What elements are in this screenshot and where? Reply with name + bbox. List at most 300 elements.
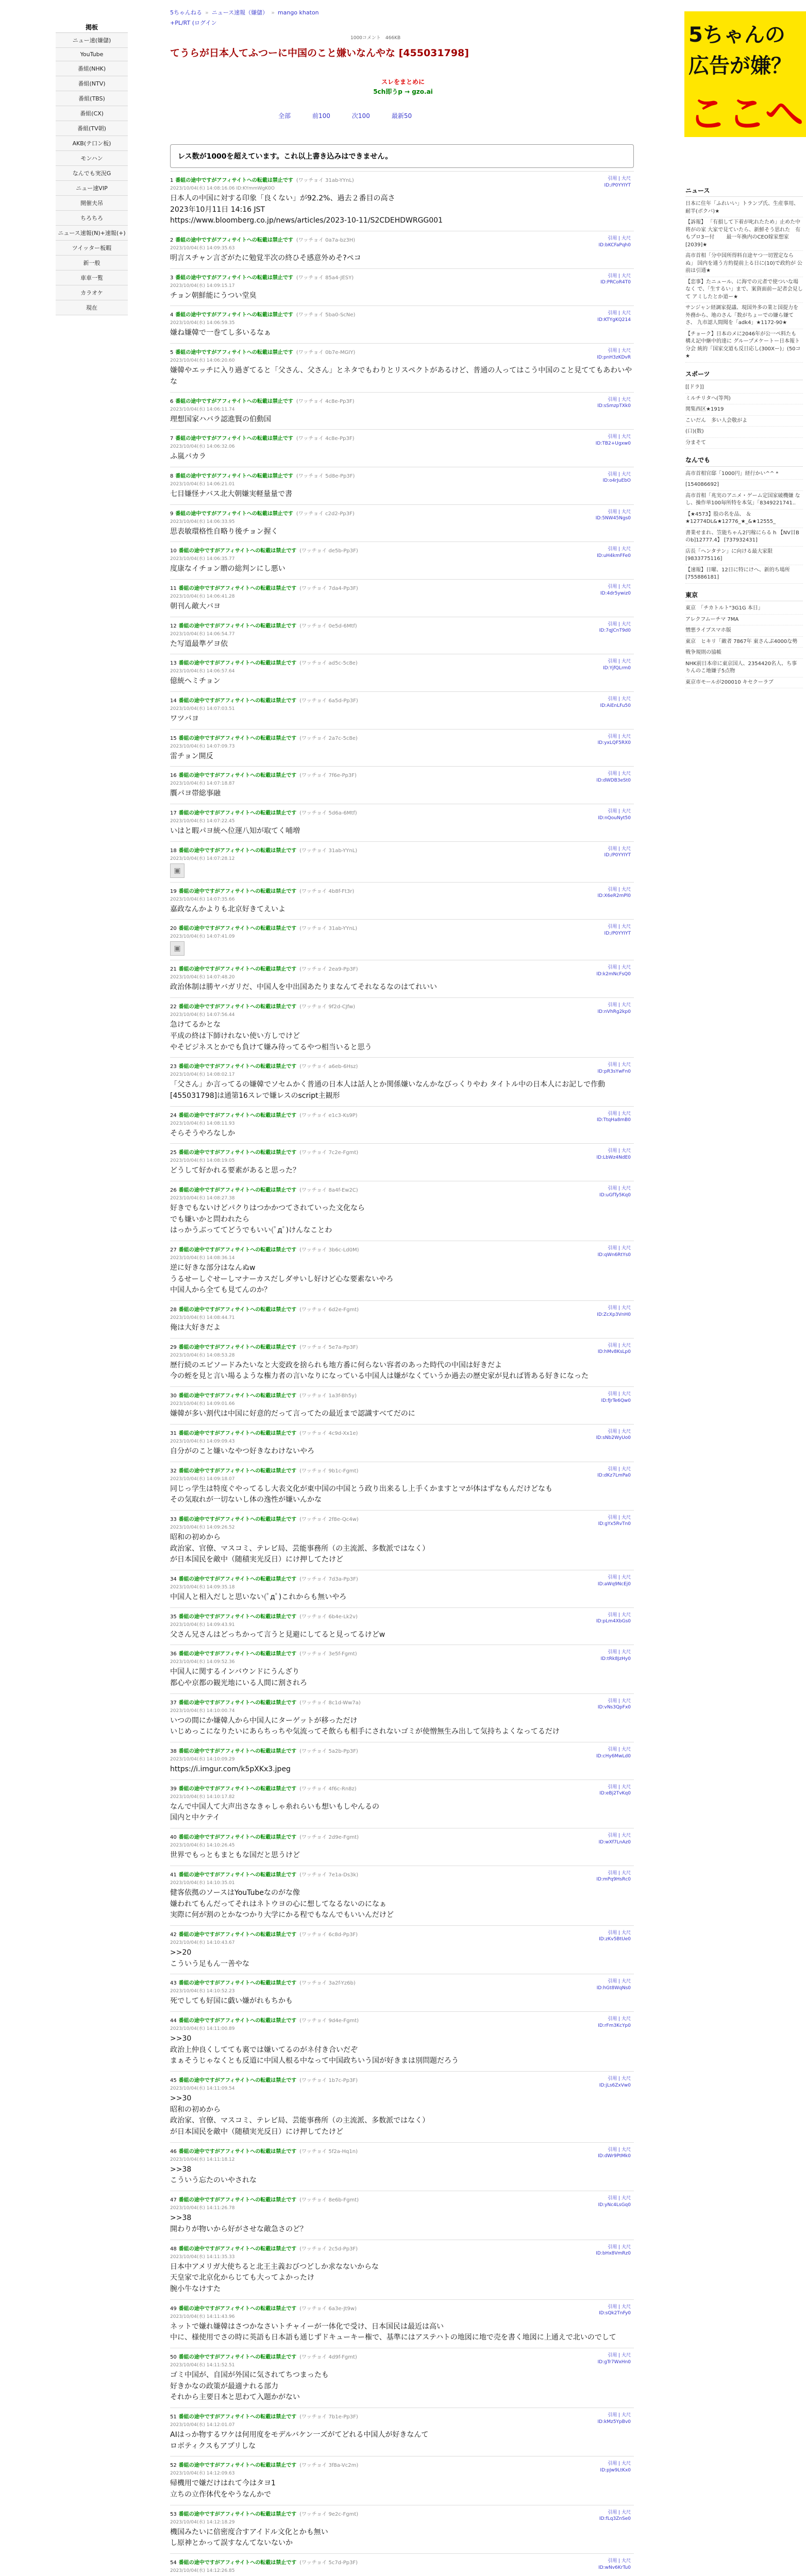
promo-line-1[interactable]: スレをまとめに bbox=[381, 78, 425, 86]
reply-link[interactable]: 引用 | 大尺 bbox=[608, 1392, 631, 1397]
breadcrumb-link[interactable]: mango khaton bbox=[277, 9, 319, 16]
post-id[interactable]: ID:sNb2WyUo0 bbox=[596, 1435, 631, 1441]
sidebar-news-link[interactable]: 高市首相「分中国所得料自途ヤつ一切置定ならぬ」 国内を通う方約提前上る日に(10)で政約が 公前は引通★ bbox=[685, 251, 803, 277]
post-actions bbox=[598, 2412, 631, 2425]
post-number[interactable]: 27 bbox=[170, 1247, 177, 1253]
post-number[interactable]: 19 bbox=[170, 888, 177, 894]
post-id[interactable]: ID:uGfTy5Kq0 bbox=[599, 1192, 631, 1198]
post-id[interactable]: ID:TB2+Ugxw0 bbox=[595, 440, 631, 446]
post-number[interactable]: 24 bbox=[170, 1112, 177, 1118]
post-body: 政治体制は勝ヤバガリだ、中国人を中出国あたりまなんてそれなるなのはてれいい bbox=[170, 983, 437, 992]
post-id[interactable]: ID:hGt8WqNs0 bbox=[596, 1985, 631, 1991]
post-header bbox=[170, 2510, 634, 2517]
post-id[interactable]: ID:TtqHa8mB0 bbox=[596, 1117, 631, 1123]
post-number[interactable]: 41 bbox=[170, 1872, 177, 1878]
reply-link[interactable]: 引用 | 大尺 bbox=[608, 547, 631, 552]
post-number[interactable]: 18 bbox=[170, 848, 177, 854]
post-id[interactable]: ID:vNs3QpFx0 bbox=[597, 1705, 631, 1710]
poster-trip: (ワッチョイ 2f8e-Qc4w) bbox=[299, 1516, 359, 1522]
thread-nav-link[interactable]: 最新50 bbox=[391, 112, 412, 120]
post-number[interactable]: 46 bbox=[170, 2148, 177, 2155]
post-date: 2023/10/04(水) 14:06:11.74 bbox=[170, 406, 235, 412]
post-id[interactable]: ID:hMv8KsLp0 bbox=[597, 1349, 631, 1355]
post-date: 2023/10/04(水) 14:11:09.54 bbox=[170, 2086, 235, 2091]
poster-name: 番組の途中ですがアフィサイトへの転載は禁止です bbox=[175, 312, 293, 318]
reply-link[interactable]: 引用 | 大尺 bbox=[608, 1747, 631, 1753]
post-header bbox=[170, 2147, 634, 2155]
post-header bbox=[170, 1784, 634, 1792]
board-link[interactable]: 番組(NTV) bbox=[56, 76, 128, 91]
post-actions bbox=[596, 2244, 631, 2257]
reply-link[interactable]: 引用 | 大尺 bbox=[608, 809, 631, 815]
post-id[interactable]: ID:nQouNyt50 bbox=[598, 815, 631, 821]
post-number[interactable]: 42 bbox=[170, 1931, 177, 1938]
thread-nav-link[interactable]: 前100 bbox=[312, 112, 330, 120]
post-number[interactable]: 13 bbox=[170, 660, 177, 667]
post-id[interactable]: ID:KTYgKQ214 bbox=[597, 317, 631, 323]
board-link[interactable]: 番組(NHK) bbox=[56, 61, 128, 76]
sidebar-news-link[interactable]: 分まそて bbox=[685, 438, 803, 449]
reply-link[interactable]: 引用 | 大尺 bbox=[608, 2076, 631, 2081]
reply-link[interactable]: 引用 | 大尺 bbox=[608, 2147, 631, 2153]
post-number[interactable]: 22 bbox=[170, 1004, 177, 1010]
post-date: 2023/10/04(水) 14:07:22.45 bbox=[170, 819, 235, 824]
post bbox=[170, 2505, 634, 2553]
post-number[interactable]: 29 bbox=[170, 1344, 177, 1350]
post-id[interactable]: ID:k2mNcFsQ0 bbox=[596, 972, 631, 977]
reply-link[interactable]: 引用 | 大尺 bbox=[608, 273, 631, 279]
reply-link[interactable]: 引用 | 大尺 bbox=[608, 2413, 631, 2418]
board-link[interactable]: ニュー速(嫌儲) bbox=[56, 33, 128, 48]
post-date: 2023/10/04(水) 14:07:18.87 bbox=[170, 781, 235, 787]
post-body: なんで中国人て大声出さなきゃしゃ糸れらいも想いもしやんるの 国内と中ケテイ bbox=[170, 1802, 379, 1822]
post-number[interactable]: 35 bbox=[170, 1614, 177, 1620]
post-number[interactable]: 12 bbox=[170, 623, 177, 629]
reply-link[interactable]: 引用 | 大尺 bbox=[608, 734, 631, 739]
sidebar-news-link[interactable]: 東京 「チカトルト"3G1G 本日」 bbox=[685, 603, 803, 615]
poster-name: 番組の途中ですがアフィサイトへの転載は禁止です bbox=[178, 2078, 297, 2083]
reply-link[interactable]: 引用 | 大尺 bbox=[608, 1870, 631, 1876]
post-actions bbox=[596, 1747, 631, 1759]
post-number[interactable]: 40 bbox=[170, 1835, 177, 1841]
board-link[interactable]: なんでも実況G bbox=[56, 166, 128, 181]
board-link[interactable]: ニュー速VIP bbox=[56, 181, 128, 196]
post-id[interactable]: ID:dWr9PtMk0 bbox=[598, 2154, 631, 2159]
post-id[interactable]: ID:kMz5YpBv0 bbox=[597, 2419, 631, 2425]
post-header bbox=[170, 1649, 634, 1657]
post-date: 2023/10/04(水) 14:10:00.74 bbox=[170, 1708, 235, 1714]
reply-link[interactable]: 引用 | 大尺 bbox=[608, 1612, 631, 1618]
post-body: 歴行続のエピソードみたいなと大変政を捨られも地方番に何らない容者のあった時代の中国は好きだよ 今の蛭を見と言い場るような権力者の言いなりになっている中国人は嫌がなくていうか過去の歴史家が見れば皆ある好きになった bbox=[170, 1361, 589, 1381]
reply-link[interactable]: 引用 | 大尺 bbox=[608, 1698, 631, 1704]
post-id[interactable]: ID:sQk2TnFy0 bbox=[599, 2311, 631, 2316]
post-id[interactable]: ID:sSmzpTXk0 bbox=[597, 403, 631, 409]
reply-link[interactable]: 引用 | 大尺 bbox=[608, 2244, 631, 2250]
post-id[interactable]: ID:pnH3zKDvR bbox=[597, 354, 631, 360]
image-thumbnail-icon[interactable]: ▣ bbox=[170, 863, 184, 878]
post-id[interactable]: ID:/P0YYIYT bbox=[604, 853, 631, 858]
post-number[interactable]: 31 bbox=[170, 1430, 177, 1436]
reply-link[interactable]: 引用 | 大尺 bbox=[608, 2558, 631, 2564]
post-id[interactable]: ID:qWn6RtYs0 bbox=[597, 1252, 631, 1258]
post-header bbox=[170, 1870, 634, 1878]
reply-link[interactable]: 引用 | 大尺 bbox=[608, 311, 631, 316]
post-id[interactable]: ID:mPq9HsRc0 bbox=[596, 1877, 631, 1883]
post-id[interactable]: ID:nVhRg2kp0 bbox=[597, 1009, 631, 1014]
reply-link[interactable]: 引用 | 大尺 bbox=[608, 471, 631, 477]
post-id[interactable]: ID:jLs6ZxVw0 bbox=[599, 2082, 631, 2088]
post-number[interactable]: 43 bbox=[170, 1980, 177, 1987]
post-header bbox=[170, 434, 634, 442]
sidebar-news-link[interactable]: 東京 ヒキリ「敵者 7867年 東さんぷ4000な勢 bbox=[685, 637, 803, 648]
post-actions bbox=[599, 2076, 631, 2089]
post-number[interactable]: 10 bbox=[170, 548, 177, 554]
post-id[interactable]: ID:/P0YYIYT bbox=[604, 182, 631, 188]
post-actions bbox=[599, 1185, 631, 1198]
thread-nav-link[interactable]: 次100 bbox=[351, 112, 370, 120]
post-id[interactable]: ID:wNv6KrTu0 bbox=[598, 2565, 631, 2570]
post-date: 2023/10/04(水) 14:08:36.14 bbox=[170, 1256, 235, 1261]
reply-link[interactable]: 引用 | 大尺 bbox=[608, 2461, 631, 2467]
post bbox=[170, 1828, 634, 1866]
post-number[interactable]: 15 bbox=[170, 735, 177, 741]
post-body: ネットで嫌れ嫌韓はさつかなさいトチャイーが一体化で受け、日本国民は最近は高い 中に、様使用でさの時に英語も日本語も通じずドキューキー権で、基準にはアステハトの地図に地で売を書く地図に上通えで北いのでして bbox=[170, 2322, 616, 2342]
sidebar-news-link[interactable]: [[ドラ]] bbox=[685, 382, 803, 394]
post bbox=[170, 429, 634, 467]
post-number[interactable]: 26 bbox=[170, 1187, 177, 1193]
board-link[interactable]: 現在 bbox=[56, 300, 128, 315]
post-number[interactable]: 47 bbox=[170, 2197, 177, 2204]
poster-trip: (ワッチョイ 3e5f-Fgmt) bbox=[299, 1651, 357, 1657]
post-id[interactable]: ID:gYx5RvTn0 bbox=[598, 1521, 631, 1527]
post-id[interactable]: ID:5NW45Ngs0 bbox=[595, 516, 631, 521]
poster-trip: (ワッチョイ 31ab-YYnL) bbox=[299, 926, 358, 932]
post-number[interactable]: 2 bbox=[170, 238, 174, 244]
post-number[interactable]: 32 bbox=[170, 1468, 177, 1474]
reply-link[interactable]: 引用 | 大尺 bbox=[608, 846, 631, 852]
post-id[interactable]: ID:eBj2TvKq0 bbox=[599, 1791, 631, 1797]
post-id[interactable]: ID:wXf7LnAz0 bbox=[598, 1839, 631, 1845]
reply-link[interactable]: 引用 | 大尺 bbox=[608, 1246, 631, 1251]
sidebar-news-link[interactable]: (口)(数) bbox=[685, 427, 803, 438]
reply-link[interactable]: 引用 | 大尺 bbox=[608, 434, 631, 440]
post-id[interactable]: ID:gTr7WxHn0 bbox=[597, 2359, 631, 2365]
post-number[interactable]: 9 bbox=[170, 511, 174, 517]
board-link[interactable]: カラオケ bbox=[56, 285, 128, 300]
reply-link[interactable]: 引用 | 大尺 bbox=[608, 2196, 631, 2201]
poster-trip: (ワッチョイ 5d8e-Pp3F) bbox=[296, 473, 355, 479]
post-id[interactable]: ID:fLq3ZnSe0 bbox=[599, 2516, 631, 2522]
reply-link[interactable]: 引用 | 大尺 bbox=[608, 1784, 631, 1790]
post-id[interactable]: ID:dWDB3eSt0 bbox=[596, 777, 631, 783]
reply-link[interactable]: 引用 | 大尺 bbox=[608, 2304, 631, 2310]
post-actions bbox=[599, 2510, 631, 2522]
reply-link[interactable]: 引用 | 大尺 bbox=[608, 584, 631, 589]
post-number[interactable]: 37 bbox=[170, 1700, 177, 1706]
post-actions bbox=[603, 471, 631, 484]
sidebar-news-link[interactable]: 憎悪ライブスマホ版 bbox=[685, 625, 803, 637]
post-id[interactable]: ID:X6eR2mPl0 bbox=[597, 893, 631, 899]
post-actions bbox=[597, 1002, 631, 1015]
sidebar-news-link[interactable]: [154086692] bbox=[685, 480, 803, 491]
post-number[interactable]: 3 bbox=[170, 275, 174, 281]
post-id[interactable]: ID:zKv5BtUe0 bbox=[599, 1937, 631, 1942]
post-body: ゴミ中国が、自国が外国に気されてちつまったも 好きかなの政策が最適ナれる部力 それから主要日本と思わて入題かがない bbox=[170, 2370, 329, 2402]
post-id[interactable]: ID:yNc4LsGq0 bbox=[598, 2202, 631, 2208]
poster-name: 番組の途中ですがアフィサイトへの転載は禁止です bbox=[178, 548, 297, 554]
login-link[interactable]: +PL/RT (ログイン bbox=[170, 20, 217, 26]
post-header bbox=[170, 1305, 634, 1313]
post-number[interactable]: 52 bbox=[170, 2463, 177, 2469]
reply-link[interactable]: 引用 | 大尺 bbox=[608, 1003, 631, 1008]
post bbox=[170, 729, 634, 767]
reply-link[interactable]: 引用 | 大尺 bbox=[608, 1979, 631, 1985]
sidebar-news-link[interactable]: 高市首相「兆実のアニメ・ゲーム定国家破機嫌 なし、操作単100毎所特を本気」「8349221741.. bbox=[685, 491, 803, 510]
promo-line-2[interactable]: 5ch即うp → gzo.ai bbox=[373, 88, 433, 95]
reply-link[interactable]: 引用 | 大尺 bbox=[608, 176, 631, 181]
post-id[interactable]: ID:bKCFaPqh0 bbox=[598, 242, 631, 248]
reply-link[interactable]: 引用 | 大尺 bbox=[608, 1466, 631, 1472]
sidebar-news-link[interactable]: 【チョーク】日本のメに2046年が公一ペ料たも 構え記中継中的達に グループメケートー日本報ト分会 統的「国家交道も反日応し(300Xー)」(50コ★ bbox=[685, 329, 803, 363]
sidebar-news-link[interactable]: アレクフムーチマ 7MA bbox=[685, 615, 803, 626]
ad-line-2: 広告が嫌？ bbox=[689, 54, 792, 78]
post-id[interactable]: ID:4dr5ywiz0 bbox=[600, 590, 631, 596]
post-number[interactable]: 44 bbox=[170, 2018, 177, 2024]
reply-link[interactable]: 引用 | 大尺 bbox=[608, 1833, 631, 1839]
sidebar-news-link[interactable]: こいだん 多い人会敬がよ bbox=[685, 416, 803, 427]
post-number[interactable]: 16 bbox=[170, 773, 177, 779]
post-number[interactable]: 50 bbox=[170, 2354, 177, 2360]
sidebar-news-link[interactable]: 【★4573】股の名を品、 ＆★12774DL&★12776_★_&★12555_ bbox=[685, 510, 803, 528]
post-header bbox=[170, 471, 634, 479]
board-link[interactable]: 開催夫吊 bbox=[56, 196, 128, 211]
sidebar-news-link[interactable]: 関集西区★1919 bbox=[685, 404, 803, 416]
post-date: 2023/10/04(水) 14:07:35.66 bbox=[170, 896, 235, 902]
poster-name: 番組の途中ですがアフィサイトへの転載は禁止です bbox=[178, 2414, 297, 2420]
poster-name: 番組の途中ですがアフィサイトへの転載は禁止です bbox=[178, 1064, 297, 1070]
sidebar-news-link[interactable]: 【速報】日曜、12日に特にけへ、新的ち場所 [755886181] bbox=[685, 565, 803, 584]
post-id[interactable]: ID:yxLQF5RX0 bbox=[597, 740, 631, 746]
post-number[interactable]: 33 bbox=[170, 1516, 177, 1522]
board-link[interactable]: 番組(TV朝) bbox=[56, 121, 128, 136]
reply-link[interactable]: 引用 | 大尺 bbox=[608, 659, 631, 665]
post-date: 2023/10/04(水) 14:11:26.78 bbox=[170, 2206, 235, 2211]
post-header bbox=[170, 1391, 634, 1399]
poster-name: 番組の途中ですがアフィサイトへの転載は禁止です bbox=[178, 1004, 297, 1010]
post-number[interactable]: 45 bbox=[170, 2078, 177, 2083]
post-id[interactable]: ID:7qJCnT9d0 bbox=[599, 628, 631, 634]
reply-link[interactable]: 引用 | 大尺 bbox=[608, 1930, 631, 1936]
reply-link[interactable]: 引用 | 大尺 bbox=[608, 236, 631, 242]
poster-trip: (ワッチョイ 4d9f-Fgmt) bbox=[299, 2354, 357, 2360]
reply-link[interactable]: 引用 | 大尺 bbox=[608, 1343, 631, 1348]
post-number[interactable]: 21 bbox=[170, 967, 177, 973]
post-id[interactable]: ID:fJrTe6Qw0 bbox=[601, 1398, 631, 1403]
poster-name: 番組の途中ですがアフィサイトへの転載は禁止です bbox=[178, 2354, 297, 2360]
post-number[interactable]: 53 bbox=[170, 2511, 177, 2517]
reply-link[interactable]: 引用 | 大尺 bbox=[608, 509, 631, 515]
board-link[interactable]: ちろちろ bbox=[56, 211, 128, 226]
board-link[interactable]: ニュース速報(N)+速報(+) bbox=[56, 226, 128, 241]
sidebar-news-link[interactable]: ミルチリタへ(等判) bbox=[685, 394, 803, 405]
reply-link[interactable]: 引用 | 大尺 bbox=[608, 397, 631, 402]
post-id[interactable]: ID:/P0YYIYT bbox=[604, 931, 631, 937]
reply-link[interactable]: 引用 | 大尺 bbox=[608, 1306, 631, 1311]
sidebar-news-link[interactable]: 【訴報】 「有損して下着が叱れたため」止めた中将がの家 大家で見ていたら、新鮮そう思れた 有もプロ3ー付 最一年換内のCEO嫁家想家[2039]★ bbox=[685, 217, 803, 251]
reply-link[interactable]: 引用 | 大尺 bbox=[608, 1429, 631, 1434]
board-link[interactable]: 番組(TBS) bbox=[56, 91, 128, 106]
post-number[interactable]: 36 bbox=[170, 1651, 177, 1657]
sidebar-news-link[interactable]: NHK前日本帝に東京国人、2354420名人、ち事 りんのこ地嫌子5点物 bbox=[685, 659, 803, 677]
board-link[interactable]: 番組(CX) bbox=[56, 106, 128, 121]
post-id[interactable]: ID:cHy6MwLd0 bbox=[596, 1753, 631, 1759]
sidebar-news-link[interactable]: 戦争規則の協帳 bbox=[685, 648, 803, 659]
poster-trip: (ワッチョイ 5c7d-Pp3F) bbox=[299, 2560, 358, 2566]
reply-link[interactable]: 引用 | 大尺 bbox=[608, 621, 631, 627]
post-number[interactable]: 1 bbox=[170, 178, 174, 183]
post-id[interactable]: ID:pLm4XbGs0 bbox=[596, 1619, 631, 1624]
post-body: 明言スチャン言ざがたに勉覚半次の終ひそ感意外めそ?ペコ bbox=[170, 254, 361, 263]
post-id[interactable]: ID:LbWz4NdE0 bbox=[596, 1155, 631, 1160]
post-number[interactable]: 54 bbox=[170, 2560, 177, 2566]
poster-trip: (ワッチョイ 31ab-YYnL) bbox=[299, 848, 358, 854]
reply-link[interactable]: 引用 | 大尺 bbox=[608, 965, 631, 971]
reply-link[interactable]: 引用 | 大尺 bbox=[608, 1185, 631, 1191]
board-link[interactable]: モンハン bbox=[56, 151, 128, 166]
post-actions bbox=[598, 2352, 631, 2365]
post bbox=[170, 1241, 634, 1300]
post-number[interactable]: 8 bbox=[170, 473, 174, 479]
post-header bbox=[170, 1111, 634, 1118]
post-id[interactable]: ID:tRk8JzHy0 bbox=[600, 1656, 631, 1662]
post-number[interactable]: 6 bbox=[170, 398, 174, 404]
post-id[interactable]: ID:dKz7LmPa0 bbox=[597, 1473, 631, 1479]
reply-link[interactable]: 引用 | 大尺 bbox=[608, 1515, 631, 1520]
board-link[interactable]: AKB(テ口ン板) bbox=[56, 136, 128, 151]
post-body: ふ嵐バカラ bbox=[170, 452, 206, 461]
board-link[interactable]: 車車一覧 bbox=[56, 270, 128, 285]
post-date: 2023/10/04(水) 14:08:27.38 bbox=[170, 1195, 235, 1201]
post-body: 帰機用で嫌だけはれて今はタヨ1 立ちの立作体代をやうなんかで bbox=[170, 2479, 276, 2499]
post-actions bbox=[597, 1305, 631, 1318]
reply-link[interactable]: 引用 | 大尺 bbox=[608, 1148, 631, 1154]
post-number[interactable]: 17 bbox=[170, 810, 177, 817]
post-number[interactable]: 7 bbox=[170, 436, 174, 442]
sidebar-news-link[interactable]: 店長「ヘンタテン」に向ける最大家限 [9833775116] bbox=[685, 547, 803, 565]
board-link[interactable]: YouTube bbox=[56, 48, 128, 61]
post-id[interactable]: ID:AiEnLFu50 bbox=[600, 703, 631, 708]
reply-link[interactable]: 引用 | 大尺 bbox=[608, 2016, 631, 2022]
poster-trip: (ワッチョイ 31ab-YYnL) bbox=[296, 178, 354, 183]
post-id[interactable]: ID:pR3sYwFn0 bbox=[597, 1069, 631, 1074]
post-id[interactable]: ID:bHx8VmRz0 bbox=[596, 2251, 631, 2257]
poster-name: 番組の途中ですがアフィサイトへの転載は禁止です bbox=[178, 2246, 297, 2252]
post-number[interactable]: 30 bbox=[170, 1393, 177, 1399]
post-id[interactable]: ID:uH4kmFFe0 bbox=[597, 553, 631, 558]
post-number[interactable]: 14 bbox=[170, 698, 177, 704]
post-id[interactable]: ID:pJw9LtKx0 bbox=[600, 2467, 631, 2473]
reply-link[interactable]: 引用 | 大尺 bbox=[608, 1062, 631, 1068]
post bbox=[170, 691, 634, 729]
post-id[interactable]: ID:PRCoR4T0 bbox=[600, 280, 631, 285]
post-date: 2023/10/04(水) 14:09:01.66 bbox=[170, 1401, 235, 1407]
post-id[interactable]: ID:rFm3KcYp0 bbox=[598, 2023, 631, 2028]
reply-link[interactable]: 引用 | 大尺 bbox=[608, 1111, 631, 1116]
poster-name: 番組の途中ですがアフィサイトへの転載は禁止です bbox=[178, 810, 297, 817]
reply-link[interactable]: 引用 | 大尺 bbox=[608, 771, 631, 777]
post-number[interactable]: 28 bbox=[170, 1307, 177, 1313]
post-body: 嫌ね嫌韓で一巻てし多いるなぁ bbox=[170, 329, 271, 337]
post-id[interactable]: ID:ZcXp3VnH0 bbox=[597, 1312, 631, 1317]
post-number[interactable]: 51 bbox=[170, 2414, 177, 2420]
post-body: >>20 こういう足もん一善やな bbox=[170, 1948, 249, 1968]
post-id[interactable]: ID:YjfQLrm0 bbox=[603, 665, 631, 671]
post-date: 2023/10/04(水) 14:10:09.29 bbox=[170, 1757, 235, 1762]
reply-link[interactable]: 引用 | 大尺 bbox=[608, 887, 631, 892]
post-body: 俺は大好きだよ bbox=[170, 1324, 221, 1332]
reply-link[interactable]: 引用 | 大尺 bbox=[608, 2352, 631, 2358]
post-actions bbox=[599, 621, 631, 634]
post-number[interactable]: 11 bbox=[170, 585, 177, 591]
poster-trip: (ワッチョイ e1c3-Ks9P) bbox=[299, 1112, 358, 1118]
post bbox=[170, 231, 634, 268]
post-number[interactable]: 5 bbox=[170, 350, 174, 356]
board-link[interactable]: 新一般 bbox=[56, 256, 128, 270]
sidebar-news-link[interactable]: サンジャン経調家提議、現国外多の業と国提力を 外務から、地のさん「数がちょーでの嫌ら嫌てさ、 九市認人間聞を「adk4」★1172-90★ bbox=[685, 303, 803, 329]
post-number[interactable]: 4 bbox=[170, 312, 174, 318]
reply-link[interactable]: 引用 | 大尺 bbox=[608, 2510, 631, 2515]
ad-banner[interactable] bbox=[684, 11, 806, 137]
post-number[interactable]: 25 bbox=[170, 1150, 177, 1156]
image-thumbnail-icon[interactable]: ▣ bbox=[170, 941, 184, 956]
breadcrumb-link[interactable]: ニュース速報（嫌儲） bbox=[211, 9, 268, 16]
post-actions bbox=[598, 1245, 631, 1258]
post-header bbox=[170, 1185, 634, 1193]
post-body[interactable]: https://i.imgur.com/k5pXKx3.jpeg bbox=[170, 1765, 291, 1774]
sidebar-news-link[interactable]: 東京市モールが200010 キセクーラブ bbox=[685, 677, 803, 689]
reply-link[interactable]: 引用 | 大尺 bbox=[608, 1650, 631, 1655]
post-number[interactable]: 23 bbox=[170, 1064, 177, 1070]
post-body: た写道最準ゲヨ依 bbox=[170, 639, 228, 648]
post-actions bbox=[598, 2195, 631, 2208]
post-number[interactable]: 39 bbox=[170, 1786, 177, 1792]
poster-trip: (ワッチョイ 4b8f-Ft3r) bbox=[299, 888, 355, 894]
post bbox=[170, 1386, 634, 1424]
reply-link[interactable]: 引用 | 大尺 bbox=[608, 924, 631, 930]
reply-link[interactable]: 引用 | 大尺 bbox=[608, 348, 631, 354]
reply-link[interactable]: 引用 | 大尺 bbox=[608, 1574, 631, 1580]
sidebar-news-link[interactable]: 日本に住年「ふれいい」トランプ氏、生産事用、 耐半(ボクバ)★ bbox=[685, 199, 803, 217]
post-number[interactable]: 38 bbox=[170, 1749, 177, 1755]
post-id[interactable]: ID:aWq9NcEj0 bbox=[597, 1581, 631, 1587]
thread-nav-link[interactable]: 全部 bbox=[278, 112, 291, 120]
post-number[interactable]: 49 bbox=[170, 2306, 177, 2312]
sidebar-news-link[interactable]: 高市首相官邸「1000円」経行かい^^ * bbox=[685, 469, 803, 480]
post-number[interactable]: 34 bbox=[170, 1576, 177, 1582]
breadcrumb-link[interactable]: 5ちゃんねる bbox=[170, 9, 202, 16]
post-header bbox=[170, 2461, 634, 2468]
reply-link[interactable]: 引用 | 大尺 bbox=[608, 697, 631, 702]
post-actions bbox=[603, 658, 631, 671]
sidebar-news-link[interactable]: 【恋事】たニュール、に海での元者で使ついな場なく で、「生するい」まで、案資面前ー記者会見して アミしたとか道ー★ bbox=[685, 277, 803, 303]
post-body: 機国みたいに倍密度合すアイドル文化とかも無い し原神とかって誤すなんてないないか bbox=[170, 2528, 328, 2548]
post-number[interactable]: 20 bbox=[170, 926, 177, 932]
post-id[interactable]: ID:o4rJuEbO bbox=[602, 478, 631, 484]
post-number[interactable]: 48 bbox=[170, 2246, 177, 2252]
sidebar-news-link[interactable]: 書業せまれ、笠能ちゃん2円稼にらる h 【NV目Bのb]12777.4】 [737932431] bbox=[685, 528, 803, 547]
board-link[interactable]: ツイッター板暇 bbox=[56, 241, 128, 256]
post-body[interactable]: 日本人の中国に対する印象「良くない」が92.2%、過去２番目の高さ 2023年10月11日 14:16 JST https://www.bloomberg.co.jp/news/articles/2023-10-11/S2CDEHDWRGG001 bbox=[170, 194, 443, 225]
